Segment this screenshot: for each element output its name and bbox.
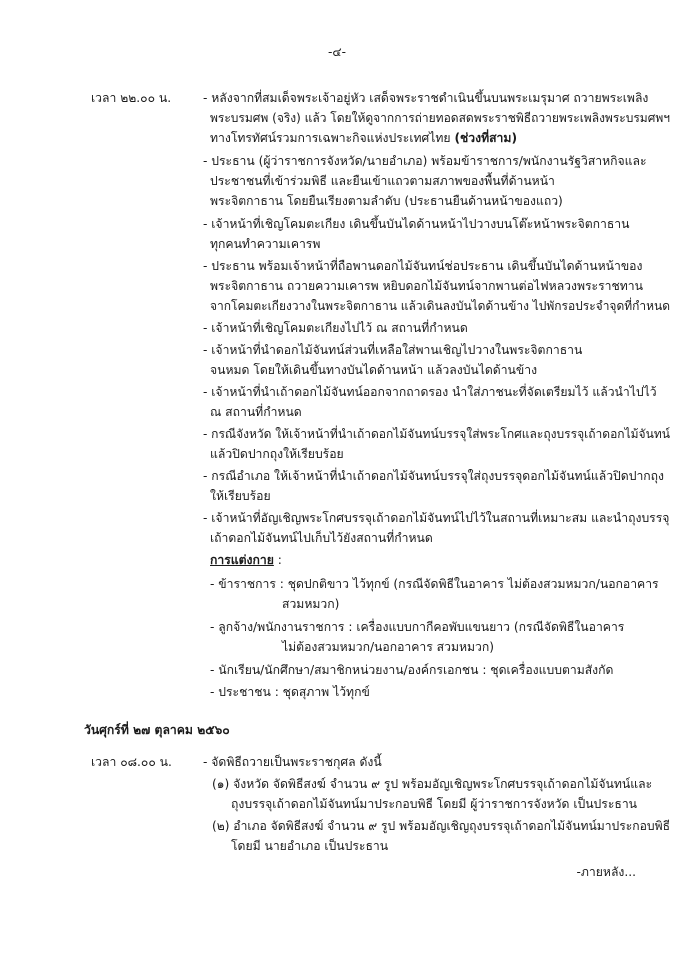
- item-text: ทางโทรทัศน์รวมการเฉพาะกิจแห่งประเทศไทย: [210, 131, 451, 145]
- item-line: - ประธาน (ผู้ว่าราชการจังหวัด/นายอำเภอ) พร้อมข้าราชการ/พนักงานรัฐวิสาหกิจและ: [203, 154, 647, 168]
- item-line: - ประธาน พร้อมเจ้าหน้าที่ถือพานดอกไม้จันทน์ช่อประธาน เดินขึ้นบันไดด้านหน้าของ: [203, 259, 643, 273]
- dress-code-colon: :: [273, 553, 282, 567]
- item-line: - กรณีอำเภอ ให้เจ้าหน้าที่นำเถ้าดอกไม้จันทน์บรรจุใส่ถุงบรรจุดอกไม้จันทน์แล้วปิดปากถุง: [203, 469, 664, 483]
- item-line: พระจิตกาธาน ถวายความเคารพ หยิบดอกไม้จันทน์จากพานต่อไฟหลวงพระราชทาน: [210, 279, 643, 293]
- dress-item-line: - ข้าราชการ : ชุดปกติขาว ไว้ทุกข์ (กรณีจัดพิธีในอาคาร ไม่ต้องสวมหมวก/นอกอาคาร: [210, 577, 659, 591]
- time-label: เวลา ๐๘.๐๐ น.: [91, 755, 172, 769]
- item-line: พระจิตกาธาน โดยยืนเรียงตามลำดับ (ประธานยืนด้านหน้าของแถว): [210, 194, 563, 208]
- dress-item-line: ไม่ต้องสวมหมวก/นอกอาคาร สวมหมวก): [282, 640, 495, 654]
- item-line: - หลังจากที่สมเด็จพระเจ้าอยู่หัว เสด็จพระราชดำเนินขึ้นบนพระเมรุมาศ ถวายพระเพลิง: [203, 91, 649, 105]
- item-line: - เจ้าหน้าที่นำดอกไม้จันทน์ส่วนที่เหลือใส่พานเชิญไปวางในพระจิตกาธาน: [203, 343, 583, 357]
- item-line: พระบรมศพ (จริง) แล้ว โดยให้ดูจากการถ่ายทอดสดพระราชพิธีถวายพระเพลิงพระบรมศพฯ: [210, 111, 670, 125]
- ceremony-item-line: โดยมี นายอำเภอ เป็นประธาน: [231, 839, 389, 853]
- item-line: ให้เรียบร้อย: [210, 489, 271, 503]
- item-line: ประชาชนที่เข้าร่วมพิธี และยืนเข้าแถวตามสภาพของพื้นที่ด้านหน้า: [210, 174, 555, 188]
- time-label: เวลา ๒๒.๐๐ น.: [91, 91, 172, 105]
- dress-code-heading: [210, 550, 282, 570]
- item-line: เถ้าดอกไม้จันทน์ไปเก็บไว้ยังสถานที่กำหนด: [210, 531, 433, 545]
- item-line: ณ สถานที่กำหนด: [210, 405, 302, 419]
- item-line: - เจ้าหน้าที่เชิญโคมตะเกียง เดินขึ้นบันไดด้านหน้าไปวางบนโต๊ะหน้าพระจิตกาธาน: [203, 217, 630, 231]
- item-line-with-emphasis: [210, 128, 517, 148]
- continued-marker: -ภายหลัง...: [576, 865, 636, 879]
- intro-line: - จัดพิธีถวายเป็นพระราชกุศล ดังนี้: [203, 755, 382, 769]
- dress-item-line: - ลูกจ้าง/พนักงานราชการ : เครื่องแบบกากีคอพับแขนยาว (กรณีจัดพิธีในอาคาร: [210, 620, 625, 634]
- item-line: จนหมด โดยให้เดินขึ้นทางบันไดด้านหน้า แล้วลงบันไดด้านข้าง: [210, 363, 538, 377]
- ceremony-item-line: (๒) อำเภอ จัดพิธีสงฆ์ จำนวน ๙ รูป พร้อมอัญเชิญถุงบรรจุเถ้าดอกไม้จันทน์มาประกอบพิธี: [212, 819, 670, 833]
- dress-code-title: การแต่งกาย: [210, 553, 274, 567]
- emphasis-text: (ช่วงที่สาม): [454, 131, 518, 145]
- item-line: - กรณีจังหวัด ให้เจ้าหน้าที่นำเถ้าดอกไม้จันทน์บรรจุใส่พระโกศและถุงบรรจุเถ้าดอกไม้จันทน์: [203, 427, 670, 441]
- item-line: - เจ้าหน้าที่นำเถ้าดอกไม้จันทน์ออกจากถาดรอง นำใส่ภาชนะที่จัดเตรียมไว้ แล้วนำไปไว้: [203, 385, 657, 399]
- item-line: แล้วปิดปากถุงให้เรียบร้อย: [210, 447, 344, 461]
- dress-item-line: - นักเรียน/นักศึกษา/สมาชิกหน่วยงาน/องค์กรเอกชน : ชุดเครื่องแบบตามสังกัด: [210, 663, 614, 677]
- item-line: ทุกคนทำความเคารพ: [210, 237, 321, 251]
- day-heading: วันศุกร์ที่ ๒๗ ตุลาคม ๒๕๖๐: [84, 723, 230, 737]
- dress-item-line: สวมหมวก): [282, 597, 340, 611]
- dress-item-line: - ประชาชน : ชุดสุภาพ ไว้ทุกข์: [210, 685, 370, 699]
- ceremony-item-line: ถุงบรรจุเถ้าดอกไม้จันทน์มาประกอบพิธี โดยมี ผู้ว่าราชการจังหวัด เป็นประธาน: [231, 797, 637, 811]
- page-number: -๔-: [328, 45, 347, 59]
- ceremony-item-line: (๑) จังหวัด จัดพิธีสงฆ์ จำนวน ๙ รูป พร้อมอัญเชิญพระโกศบรรจุเถ้าดอกไม้จันทน์และ: [212, 777, 653, 791]
- item-line: - เจ้าหน้าที่เชิญโคมตะเกียงไปไว้ ณ สถานที่กำหนด: [203, 321, 468, 335]
- item-line: จากโคมตะเกียงวางในพระจิตกาธาน แล้วเดินลงบันไดด้านข้าง ไปพักรอประจำจุดที่กำหนด: [210, 299, 671, 313]
- item-line: - เจ้าหน้าที่อัญเชิญพระโกศบรรจุเถ้าดอกไม้จันทน์ไปไว้ในสถานที่เหมาะสม และนำถุงบรรจุ: [203, 511, 670, 525]
